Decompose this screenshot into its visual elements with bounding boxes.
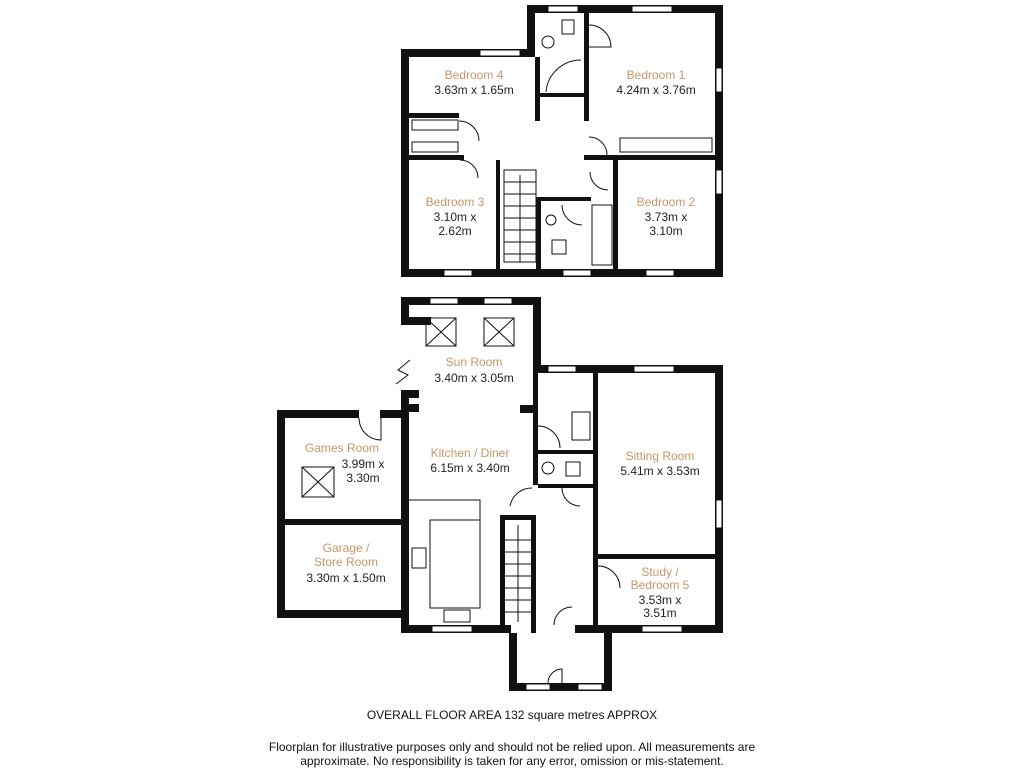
door-arc bbox=[589, 25, 611, 47]
window bbox=[634, 366, 674, 372]
window bbox=[430, 298, 458, 304]
wall bbox=[527, 5, 535, 57]
bedroom2-dims-line2: 3.10m bbox=[649, 224, 683, 238]
wall bbox=[496, 160, 500, 269]
window bbox=[716, 500, 722, 528]
french-door bbox=[396, 360, 410, 384]
window bbox=[716, 170, 722, 194]
stairs bbox=[505, 525, 531, 622]
window bbox=[432, 626, 472, 632]
sunroom-dims: 3.40m x 3.05m bbox=[434, 371, 514, 385]
wall bbox=[533, 373, 538, 485]
wall bbox=[520, 405, 538, 413]
sunroom-name: Sun Room bbox=[445, 355, 503, 369]
wall bbox=[401, 390, 419, 398]
window bbox=[578, 684, 602, 690]
wall bbox=[500, 515, 536, 520]
study-dims-line1: 3.53m x bbox=[638, 593, 682, 607]
wall bbox=[538, 450, 593, 454]
wall bbox=[277, 610, 409, 618]
wall bbox=[285, 519, 403, 525]
wall bbox=[536, 197, 541, 269]
bedroom4-dims: 3.63m x 1.65m bbox=[434, 83, 514, 97]
window bbox=[548, 366, 576, 372]
stairs bbox=[504, 170, 536, 262]
wall bbox=[509, 633, 517, 691]
window bbox=[642, 626, 682, 632]
door-arc bbox=[554, 607, 572, 625]
games-dims-line1: 3.99m x bbox=[341, 457, 385, 471]
door-arc bbox=[562, 488, 580, 506]
door-arc bbox=[510, 488, 532, 506]
wall bbox=[604, 633, 612, 691]
bedroom3-dims-line2: 2.62m bbox=[438, 224, 472, 238]
games-dims-line2: 3.30m bbox=[346, 471, 380, 485]
bedroom3-name: Bedroom 3 bbox=[425, 195, 485, 209]
window bbox=[526, 684, 550, 690]
wardrobe bbox=[412, 142, 458, 152]
window bbox=[480, 50, 520, 56]
window bbox=[484, 298, 512, 304]
wall bbox=[531, 520, 536, 633]
bedroom4-name: Bedroom 4 bbox=[444, 68, 504, 82]
sink bbox=[444, 610, 470, 622]
wall bbox=[613, 160, 618, 269]
wall bbox=[401, 390, 409, 633]
wall bbox=[500, 515, 505, 633]
wall bbox=[535, 57, 540, 121]
wall bbox=[584, 155, 715, 160]
wall bbox=[584, 13, 589, 121]
sitting-name: Sitting Room bbox=[625, 449, 695, 463]
door-arc bbox=[459, 121, 479, 141]
wall bbox=[593, 373, 598, 633]
wall bbox=[715, 365, 723, 633]
bedroom2-dims-line1: 3.73m x bbox=[644, 210, 688, 224]
shower-tray bbox=[546, 60, 581, 92]
wall bbox=[401, 297, 541, 305]
door-arc bbox=[589, 137, 607, 155]
disclaimer-line-2: approximate. No responsibility is taken for any error, omission or mis-statement. bbox=[300, 754, 724, 768]
wardrobe bbox=[620, 138, 712, 152]
study-name-line1: Study / bbox=[641, 565, 679, 579]
wall bbox=[380, 410, 409, 418]
door-arc bbox=[548, 669, 562, 683]
sitting-dims: 5.41m x 3.53m bbox=[620, 464, 700, 478]
door-arc bbox=[460, 160, 478, 178]
basin bbox=[546, 215, 556, 225]
garage-name-line2: Store Room bbox=[313, 555, 379, 569]
toilet bbox=[562, 20, 574, 34]
wall bbox=[277, 410, 285, 618]
door-arc bbox=[538, 426, 560, 448]
bath bbox=[592, 205, 612, 265]
bedroom1-name: Bedroom 1 bbox=[626, 68, 686, 82]
door-arc bbox=[359, 418, 381, 440]
door-arc bbox=[562, 205, 582, 225]
wall bbox=[277, 410, 359, 418]
wall bbox=[598, 554, 715, 559]
wall bbox=[409, 155, 464, 160]
floor-area-caption: OVERALL FLOOR AREA 132 square metres APPROX bbox=[366, 708, 658, 722]
window bbox=[716, 68, 722, 92]
study-name-line2: Bedroom 5 bbox=[630, 578, 690, 592]
hob bbox=[412, 548, 426, 568]
kitchen-name: Kitchen / Diner bbox=[430, 446, 510, 460]
bedroom1-dims: 4.24m x 3.76m bbox=[616, 83, 696, 97]
wall bbox=[575, 625, 595, 633]
wall bbox=[533, 297, 541, 373]
wardrobe bbox=[412, 120, 458, 130]
wall bbox=[401, 49, 409, 277]
basin bbox=[542, 36, 554, 48]
window bbox=[548, 6, 578, 12]
sink-unit bbox=[572, 412, 590, 440]
window bbox=[632, 6, 672, 12]
games-name: Games Room bbox=[304, 441, 380, 455]
door-arc bbox=[590, 172, 608, 190]
study-dims-line2: 3.51m bbox=[643, 606, 677, 620]
bedroom3-dims-line1: 3.10m x bbox=[433, 210, 477, 224]
wall bbox=[715, 5, 723, 277]
window bbox=[563, 270, 591, 276]
wall bbox=[538, 484, 593, 488]
disclaimer-line-1: Floorplan for illustrative purposes only and should not be relied upon. All measurements are bbox=[268, 740, 756, 754]
basin bbox=[542, 462, 554, 474]
bedroom2-name: Bedroom 2 bbox=[636, 195, 696, 209]
kitchen-units bbox=[409, 500, 480, 608]
toilet bbox=[552, 240, 566, 254]
wall bbox=[409, 113, 459, 118]
garage-dims: 3.30m x 1.50m bbox=[306, 571, 386, 585]
wall bbox=[541, 197, 591, 201]
garage-name-line1: Garage / bbox=[322, 541, 370, 555]
door-arc bbox=[598, 566, 620, 588]
window bbox=[646, 270, 674, 276]
kitchen-dims: 6.15m x 3.40m bbox=[430, 461, 510, 475]
toilet bbox=[566, 462, 580, 476]
window bbox=[444, 270, 472, 276]
wall bbox=[535, 93, 589, 97]
